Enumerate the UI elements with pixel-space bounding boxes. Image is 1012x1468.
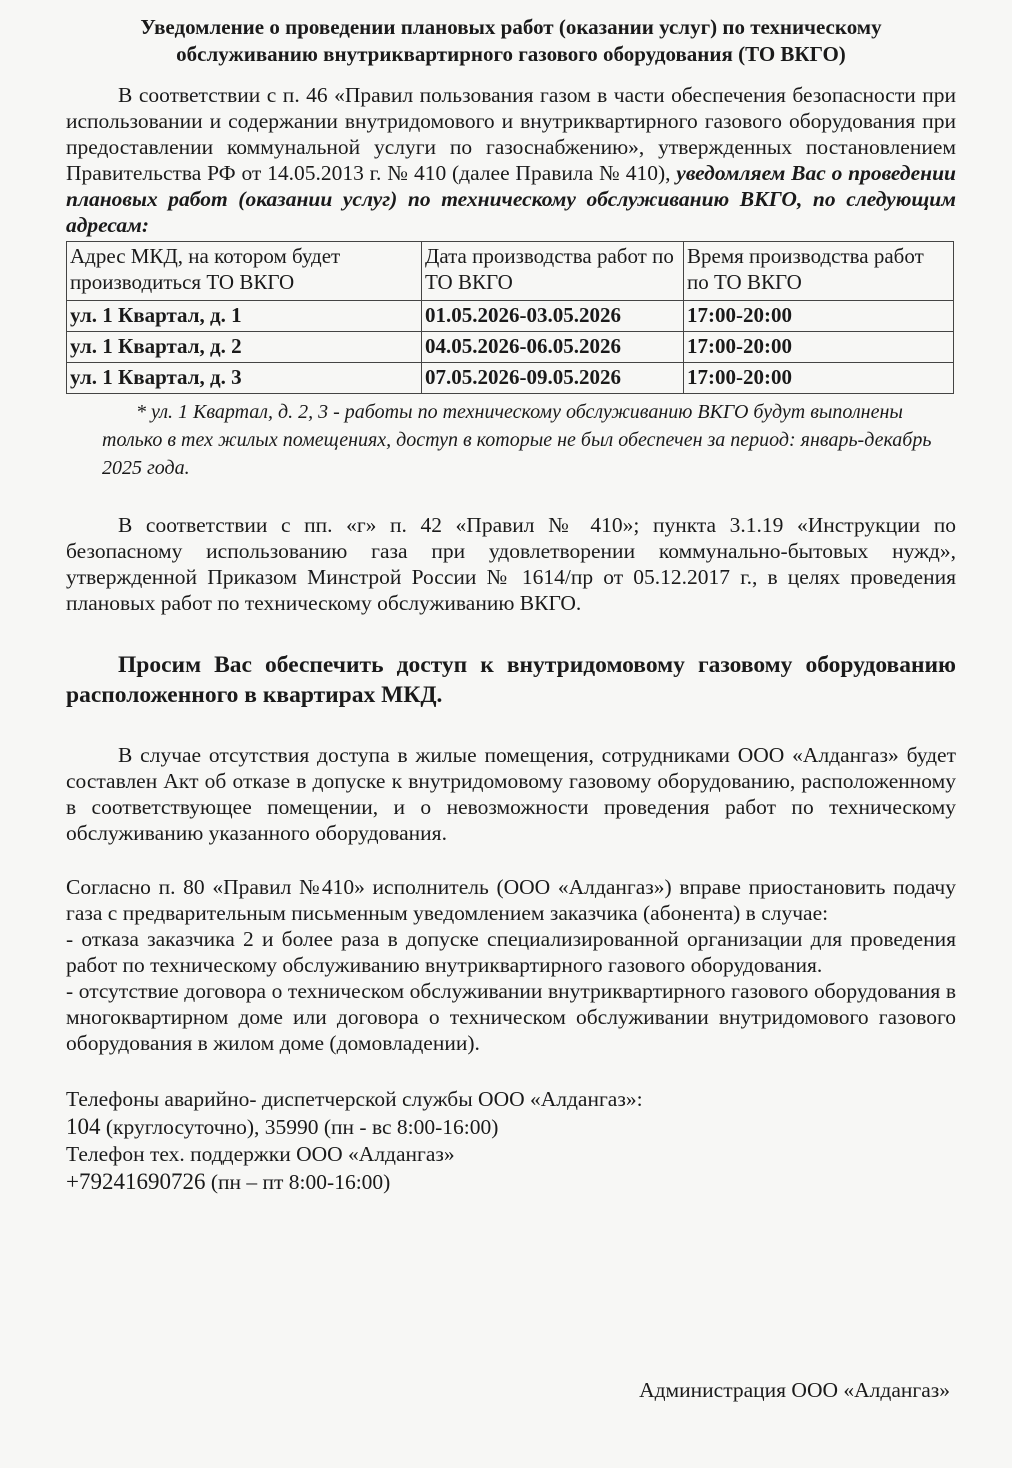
suspension-lead: Согласно п. 80 «Правил №410» исполнитель (ООО «Алдангаз») вправе приостановить подачу газа с предварительным письменным уведомлением заказчика (абонента) в случае:: [66, 875, 956, 925]
table-row: [67, 332, 954, 363]
emergency-hours: (круглосуточно), 35990 (пн - вс 8:00-16:00): [100, 1115, 499, 1139]
support-hours: (пн – пт 8:00-16:00): [205, 1170, 391, 1194]
signature: Администрация ООО «Алдангаз»: [639, 1378, 950, 1402]
cell-date: 07.05.2026-09.05.2026: [422, 363, 684, 394]
notice-document: [66, 14, 956, 1196]
cell-address: ул. 1 Квартал, д. 3: [67, 363, 422, 394]
suspension-item: - отказа заказчика 2 и более раза в допуске специализированной организации для проведения работ по техническому обслуживанию внутриквартирного газового оборудования.: [66, 927, 956, 977]
cell-date: 04.05.2026-06.05.2026: [422, 332, 684, 363]
no-access-paragraph: В случае отсутствия доступа в жилые помещения, сотрудниками ООО «Алдангаз» будет составлен Акт об отказе в допуске к внутридомовому газовому оборудованию, расположенному в соответствующее помещении, и о невозможности проведения работ по техническому обслуживанию указанного оборудования.: [66, 743, 956, 845]
support-label: Телефон тех. поддержки ООО «Алдангаз»: [66, 1142, 455, 1166]
table-footnote: * ул. 1 Квартал, д. 2, 3 - работы по техническому обслуживанию ВКГО будут выполнены только в тех жилых помещениях, доступ в которые не был обеспечен за период: январь-декабрь 2025 года.: [102, 401, 932, 479]
document-title: Уведомление о проведении плановых работ (оказании услуг) по техническому обслуживанию внутриквартирного газового оборудования (ТО ВКГО): [140, 15, 882, 66]
emergency-number: 104: [66, 1114, 101, 1139]
emergency-phones: [66, 1113, 956, 1141]
cell-time: 17:00-20:00: [684, 363, 954, 394]
cell-address: ул. 1 Квартал, д. 2: [67, 332, 422, 363]
suspension-section: [66, 874, 956, 1056]
cell-time: 17:00-20:00: [684, 301, 954, 332]
schedule-table: [66, 241, 954, 394]
intro-emphasis: уведомляем Вас о проведении плановых работ (оказании услуг) по техническому обслуживанию ВКГО, по следующим адресам:: [66, 161, 956, 237]
intro-text: В соответствии с п. 46 «Правил пользования газом в части обеспечения безопасности при использовании и содержании внутридомового и внутриквартирного газового оборудования при предоставлении коммунальной услуги по газоснабжению», утвержденных постановлением Правительства РФ от 14.05.2013 г. № 410 (далее Правила № 410),: [66, 83, 956, 185]
table-row: [67, 301, 954, 332]
intro-paragraph: [66, 82, 956, 238]
header-date: Дата производства работ по ТО ВКГО: [422, 242, 684, 301]
cell-address: ул. 1 Квартал, д. 1: [67, 301, 422, 332]
header-address: Адрес МКД, на котором будет производиться ТО ВКГО: [67, 242, 422, 301]
cell-time: 17:00-20:00: [684, 332, 954, 363]
table-header-row: [67, 242, 954, 301]
access-request: Просим Вас обеспечить доступ к внутридомовому газовому оборудованию расположенного в квартирах МКД.: [66, 652, 956, 708]
suspension-item: - отсутствие договора о техническом обслуживании внутриквартирного газового оборудования в многоквартирном доме или договора о техническом обслуживании внутридомового газового оборудования в жилом доме (домовладении).: [66, 979, 956, 1055]
contacts-block: [66, 1086, 956, 1196]
header-time: Время производства работ по ТО ВКГО: [684, 242, 954, 301]
table-row: [67, 363, 954, 394]
cell-date: 01.05.2026-03.05.2026: [422, 301, 684, 332]
emergency-label: Телефоны аварийно- диспетчерской службы ООО «Алдангаз»:: [66, 1087, 643, 1111]
legal-basis-paragraph: В соответствии с пп. «г» п. 42 «Правил № 410»; пункта 3.1.19 «Инструкции по безопасному использованию газа при удовлетворении коммунально-бытовых нужд», утвержденной Приказом Минстрой России № 1614/пр от 05.12.2017 г., в целях проведения плановых работ по техническому обслуживанию ВКГО.: [66, 513, 956, 615]
support-number: +79241690726: [66, 1169, 206, 1194]
support-phone: [66, 1168, 956, 1196]
